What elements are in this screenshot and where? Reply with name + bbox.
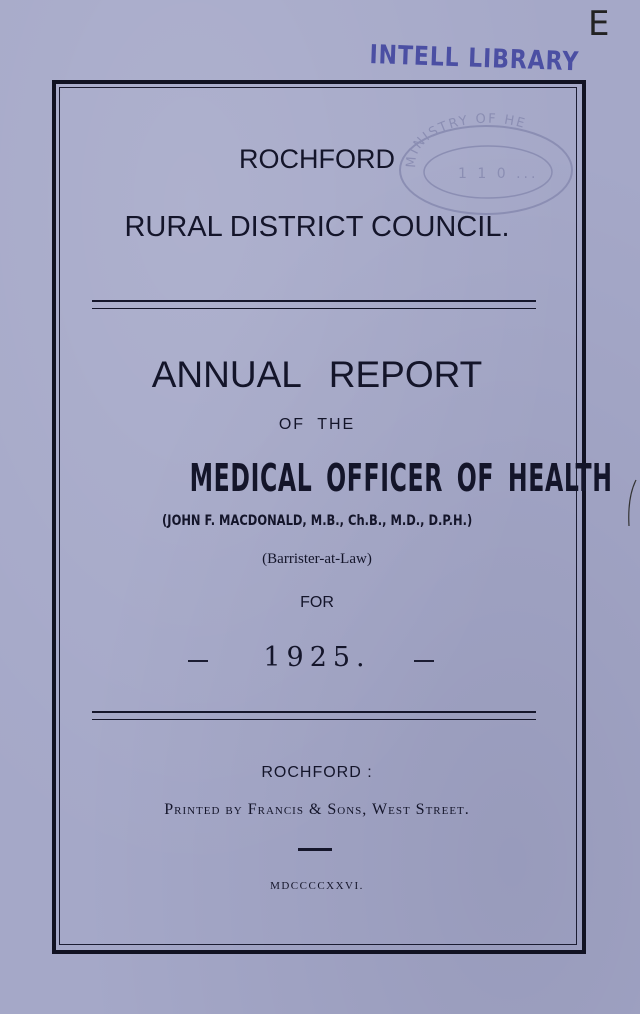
year-dash-right [414, 660, 434, 662]
imprint-printer: Printed by Francis & Sons, West Street. [164, 801, 470, 818]
imprint-roman-year: MDCCCCXXVI. [270, 880, 364, 892]
ministry-stamp-date: 1 1 0 ... [458, 166, 539, 182]
divider-top [92, 300, 536, 309]
pencil-mark [626, 478, 638, 528]
for-text: FOR [300, 594, 334, 611]
officer-title [60, 456, 613, 500]
ministry-stamp-text: MINISTRY OF HE [404, 111, 529, 169]
imprint-place: ROCHFORD : [261, 764, 373, 781]
divider-bottom [92, 711, 536, 720]
handwritten-corner-mark: E [588, 4, 610, 44]
short-rule [298, 848, 332, 851]
council-town: ROCHFORD [239, 144, 395, 174]
barrister-note: (Barrister-at-Law) [262, 551, 372, 567]
library-stamp: INTELL LIBRARY [368, 40, 580, 78]
officer-name [60, 513, 574, 529]
officer-title-text: MEDICAL OFFICER OF HEALTH [189, 456, 613, 500]
officer-name-text: (JOHN F. MACDONALD, M.B., Ch.B., M.D., D.P.H.) [161, 513, 473, 529]
of-the-text: OF THE [278, 416, 356, 433]
council-name: RURAL DISTRICT COUNCIL. [124, 211, 510, 243]
report-heading: ANNUAL REPORT [151, 354, 483, 395]
year-row [60, 640, 574, 680]
report-year: 1925. [263, 642, 371, 673]
